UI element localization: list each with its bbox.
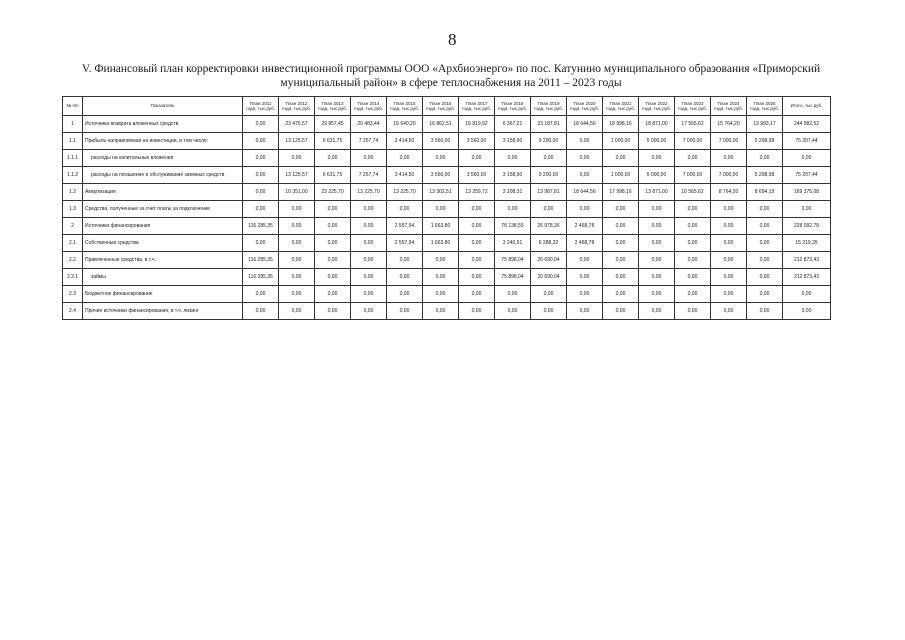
row-code: 1 — [63, 116, 83, 133]
table-cell: 116 285,35 — [243, 218, 279, 235]
table-cell: 0,00 — [315, 201, 351, 218]
table-cell: 0,00 — [639, 201, 675, 218]
table-cell: 1 000,00 — [603, 167, 639, 184]
table-cell: 0,00 — [387, 252, 423, 269]
table-cell: 0,00 — [459, 218, 495, 235]
table-row — [63, 150, 831, 167]
table-cell: 29 857,45 — [315, 116, 351, 133]
table-cell: 0,00 — [315, 150, 351, 167]
table-cell: 0,00 — [747, 252, 783, 269]
table-cell: 0,00 — [423, 286, 459, 303]
table-cell: 0,00 — [783, 150, 831, 167]
table-cell: 0,00 — [711, 286, 747, 303]
row-indicator-name: расходы на капитальные вложения — [83, 150, 243, 167]
table-cell: 6 631,75 — [315, 133, 351, 150]
table-cell: 13 302,51 — [423, 184, 459, 201]
column-header: План 2024 года, тыс.руб. — [711, 97, 747, 116]
table-cell: 0,00 — [639, 150, 675, 167]
title-line-1: V. Финансовый план корректировки инвестиционной программы ООО «Архбиоэнерго» по пос. Катунино муниципального образования «Приморский — [81, 63, 821, 75]
column-header: Итого, тыс.руб. — [783, 97, 831, 116]
table-cell: 0,00 — [711, 201, 747, 218]
table-cell: 7 257,74 — [351, 167, 387, 184]
row-code: 1.1.1 — [63, 150, 83, 167]
table-cell: 0,00 — [567, 303, 603, 320]
table-cell: 0,00 — [351, 235, 387, 252]
table-cell: 0,00 — [639, 286, 675, 303]
table-cell: 0,00 — [747, 286, 783, 303]
table-cell: 0,00 — [459, 269, 495, 286]
table-row — [63, 218, 831, 235]
table-cell: 0,00 — [531, 303, 567, 320]
table-cell: 16 862,51 — [423, 116, 459, 133]
row-code: 1.1 — [63, 133, 83, 150]
table-cell: 10 351,00 — [279, 184, 315, 201]
table-cell: 0,00 — [747, 303, 783, 320]
table-row — [63, 116, 831, 133]
table-cell: 9 200,00 — [531, 133, 567, 150]
table-cell: 0,00 — [279, 286, 315, 303]
table-cell: 0,00 — [675, 201, 711, 218]
table-cell: 0,00 — [351, 218, 387, 235]
row-indicator-name: Привлеченные средства, в т.ч.: — [83, 252, 243, 269]
table-cell: 0,00 — [639, 269, 675, 286]
table-cell: 0,00 — [783, 201, 831, 218]
table-cell: 0,00 — [675, 218, 711, 235]
column-header: План 2016 года, тыс.руб. — [423, 97, 459, 116]
column-header: План 2013 года, тыс.руб. — [315, 97, 351, 116]
column-header: План 2023 года, тыс.руб. — [675, 97, 711, 116]
table-cell: 1 000,00 — [603, 133, 639, 150]
table-cell: 0,00 — [459, 150, 495, 167]
table-cell: 0,00 — [675, 150, 711, 167]
row-code: 2 — [63, 218, 83, 235]
table-cell: 0,00 — [243, 150, 279, 167]
table-cell: 0,00 — [243, 184, 279, 201]
table-cell: 0,00 — [639, 303, 675, 320]
table-cell: 7 257,74 — [351, 133, 387, 150]
table-cell: 0,00 — [243, 286, 279, 303]
column-header: План 2020 года, тыс.руб. — [567, 97, 603, 116]
table-cell: 15 764,20 — [711, 116, 747, 133]
table-row — [63, 269, 831, 286]
table-cell: 0,00 — [387, 201, 423, 218]
column-header: План 2015 года, тыс.руб. — [387, 97, 423, 116]
table-cell: 0,00 — [243, 167, 279, 184]
table-cell: 13 225,70 — [351, 184, 387, 201]
table-row — [63, 201, 831, 218]
table-cell: 0,00 — [423, 201, 459, 218]
row-code: 2.2.1 — [63, 269, 83, 286]
table-row — [63, 303, 831, 320]
table-row — [63, 235, 831, 252]
table-cell: 0,00 — [675, 303, 711, 320]
table-cell: 18 644,56 — [567, 116, 603, 133]
table-cell: 0,00 — [603, 303, 639, 320]
table-cell: 0,00 — [567, 201, 603, 218]
table-cell: 13 125,57 — [279, 167, 315, 184]
row-code: 1.2 — [63, 184, 83, 201]
column-header: План 2011 годя, тыс.руб. — [243, 97, 279, 116]
table-cell: 20 690,04 — [531, 269, 567, 286]
table-row — [63, 167, 831, 184]
table-cell: 13 871,00 — [639, 184, 675, 201]
table-cell: 0,00 — [603, 269, 639, 286]
table-cell: 0,00 — [639, 218, 675, 235]
table-cell: 18 644,56 — [567, 184, 603, 201]
table-cell: 0,00 — [387, 150, 423, 167]
table-cell: 0,00 — [603, 286, 639, 303]
table-cell: 3 560,00 — [423, 133, 459, 150]
table-cell: 0,00 — [495, 201, 531, 218]
table-cell: 3 208,31 — [495, 184, 531, 201]
table-cell: 0,00 — [747, 235, 783, 252]
table-cell: 228 092,78 — [783, 218, 831, 235]
table-cell: 0,00 — [279, 235, 315, 252]
table-row — [63, 252, 831, 269]
table-cell: 5 298,98 — [747, 133, 783, 150]
column-header: Показатель — [83, 97, 243, 116]
table-cell: 0,00 — [459, 235, 495, 252]
table-cell: 0,00 — [783, 286, 831, 303]
table-cell: 0,00 — [567, 252, 603, 269]
row-code: 2.4 — [63, 303, 83, 320]
table-cell: 0,00 — [423, 303, 459, 320]
column-header: План 2012 года, тыс.руб. — [279, 97, 315, 116]
table-cell: 0,00 — [279, 269, 315, 286]
table-cell: 0,00 — [387, 303, 423, 320]
table-cell: 0,00 — [675, 235, 711, 252]
table-cell: 0,00 — [711, 218, 747, 235]
table-cell: 2 557,94 — [387, 235, 423, 252]
row-indicator-name: Собственные средства — [83, 235, 243, 252]
table-cell: 0,00 — [351, 269, 387, 286]
table-cell: 16 640,20 — [387, 116, 423, 133]
table-cell: 8 764,20 — [711, 184, 747, 201]
table-cell: 0,00 — [315, 235, 351, 252]
row-indicator-name: Источники финансирования — [83, 218, 243, 235]
table-cell: 13 987,81 — [531, 184, 567, 201]
table-cell: 17 565,62 — [675, 116, 711, 133]
table-cell: 20 483,44 — [351, 116, 387, 133]
table-cell: 5 298,98 — [747, 167, 783, 184]
table-cell: 2 557,94 — [387, 218, 423, 235]
column-header: План 2021 года, тыс.руб. — [603, 97, 639, 116]
table-cell: 212 873,43 — [783, 252, 831, 269]
table-cell: 1 663,80 — [423, 235, 459, 252]
table-cell: 0,00 — [423, 269, 459, 286]
table-cell: 7 000,00 — [711, 133, 747, 150]
table-cell: 20 690,04 — [531, 252, 567, 269]
table-cell: 0,00 — [603, 150, 639, 167]
column-header: План 2017 года, тыс.руб. — [459, 97, 495, 116]
table-cell: 0,00 — [243, 133, 279, 150]
table-cell: 0,00 — [387, 269, 423, 286]
row-code: 1.3 — [63, 201, 83, 218]
table-cell: 212 873,43 — [783, 269, 831, 286]
table-cell: 0,00 — [495, 150, 531, 167]
table-cell: 6 288,32 — [531, 235, 567, 252]
table-cell: 0,00 — [315, 286, 351, 303]
table-cell: 0,00 — [459, 252, 495, 269]
table-cell: 3 158,90 — [495, 133, 531, 150]
table-cell: 0,00 — [711, 252, 747, 269]
row-code: 1.1.2 — [63, 167, 83, 184]
table-cell: 0,00 — [243, 201, 279, 218]
table-cell: 0,00 — [675, 269, 711, 286]
table-cell: 26 978,36 — [531, 218, 567, 235]
table-cell: 0,00 — [711, 303, 747, 320]
table-cell: 0,00 — [315, 303, 351, 320]
row-indicator-name: расходы на погашение и обслуживание заемных средств — [83, 167, 243, 184]
row-indicator-name: Прибыль направляемая на инвестиции, в том числе: — [83, 133, 243, 150]
table-cell: 13 259,72 — [459, 184, 495, 201]
table-cell: 9 200,00 — [531, 167, 567, 184]
table-cell: 1 663,80 — [423, 218, 459, 235]
table-cell: 0,00 — [603, 252, 639, 269]
table-cell: 3 240,51 — [495, 235, 531, 252]
table-cell: 0,00 — [567, 133, 603, 150]
table-cell: 75 898,04 — [495, 252, 531, 269]
row-indicator-name: Бюджетное финансирование — [83, 286, 243, 303]
table-cell: 0,00 — [351, 286, 387, 303]
table-cell: 23 225,70 — [315, 184, 351, 201]
table-cell: 23 476,57 — [279, 116, 315, 133]
table-row — [63, 286, 831, 303]
table-cell: 0,00 — [279, 252, 315, 269]
table-cell: 0,00 — [423, 252, 459, 269]
table-cell: 3 560,00 — [459, 133, 495, 150]
table-row — [63, 184, 831, 201]
table-cell: 0,00 — [567, 286, 603, 303]
table-cell: 7 000,00 — [675, 133, 711, 150]
table-cell: 3 158,90 — [495, 167, 531, 184]
table-cell: 0,00 — [603, 218, 639, 235]
table-header-row — [63, 97, 831, 116]
table-cell: 0,00 — [747, 218, 783, 235]
table-cell: 18 871,00 — [639, 116, 675, 133]
table-cell: 0,00 — [567, 269, 603, 286]
table-cell: 0,00 — [279, 303, 315, 320]
table-cell: 0,00 — [675, 286, 711, 303]
row-code: 2.1 — [63, 235, 83, 252]
table-cell: 7 000,00 — [675, 167, 711, 184]
table-cell: 0,00 — [315, 269, 351, 286]
row-code: 2.3 — [63, 286, 83, 303]
table-cell: 75 207,44 — [783, 167, 831, 184]
column-header: № п/п — [63, 97, 83, 116]
table-cell: 0,00 — [747, 201, 783, 218]
table-cell: 0,00 — [387, 286, 423, 303]
table-cell: 0,00 — [711, 235, 747, 252]
table-cell: 6 367,21 — [495, 116, 531, 133]
table-cell: 0,00 — [747, 150, 783, 167]
table-cell: 5 000,00 — [639, 133, 675, 150]
table-cell: 16 819,92 — [459, 116, 495, 133]
table-cell: 0,00 — [711, 150, 747, 167]
row-indicator-name: Амортизация — [83, 184, 243, 201]
row-indicator-name: займы — [83, 269, 243, 286]
table-row — [63, 133, 831, 150]
table-cell: 116 285,35 — [243, 269, 279, 286]
table-cell: 10 565,62 — [675, 184, 711, 201]
table-cell: 3 560,00 — [423, 167, 459, 184]
table-cell: 7 000,00 — [711, 167, 747, 184]
table-cell: 18 998,16 — [603, 116, 639, 133]
table-cell: 0,00 — [459, 286, 495, 303]
table-cell: 0,00 — [531, 286, 567, 303]
table-cell: 2 468,78 — [567, 218, 603, 235]
table-cell: 13 125,57 — [279, 133, 315, 150]
table-cell: 0,00 — [747, 269, 783, 286]
table-cell: 0,00 — [459, 201, 495, 218]
table-cell: 13 993,17 — [747, 116, 783, 133]
table-cell: 8 694,19 — [747, 184, 783, 201]
table-cell: 0,00 — [567, 150, 603, 167]
table-cell: 0,00 — [639, 235, 675, 252]
table-cell: 23 187,81 — [531, 116, 567, 133]
table-cell: 0,00 — [783, 303, 831, 320]
table-cell: 0,00 — [315, 252, 351, 269]
table-cell: 6 631,75 — [315, 167, 351, 184]
table-cell: 0,00 — [243, 303, 279, 320]
column-header: План 2014 года, тыс.руб. — [351, 97, 387, 116]
table-cell: 0,00 — [711, 269, 747, 286]
column-header: План 2018 года, тыс.руб. — [495, 97, 531, 116]
table-cell: 169 375,08 — [783, 184, 831, 201]
table-cell: 0,00 — [351, 201, 387, 218]
table-cell: 13 225,70 — [387, 184, 423, 201]
table-cell: 244 582,52 — [783, 116, 831, 133]
table-cell: 75 898,04 — [495, 269, 531, 286]
table-cell: 0,00 — [279, 218, 315, 235]
table-cell: 0,00 — [675, 252, 711, 269]
table-cell: 0,00 — [351, 252, 387, 269]
table-cell: 3 414,50 — [387, 167, 423, 184]
table-cell: 15 219,35 — [783, 235, 831, 252]
table-cell: 0,00 — [639, 252, 675, 269]
table-cell: 2 468,78 — [567, 235, 603, 252]
page-number: 8 — [448, 30, 457, 49]
table-cell: 78 138,55 — [495, 218, 531, 235]
table-cell: 0,00 — [531, 201, 567, 218]
row-code: 2.2 — [63, 252, 83, 269]
table-cell: 0,00 — [351, 303, 387, 320]
table-cell: 75 207,44 — [783, 133, 831, 150]
table-cell: 0,00 — [603, 201, 639, 218]
row-indicator-name: Прочие источники финансирования, в т.ч. лизинг — [83, 303, 243, 320]
table-cell: 0,00 — [279, 150, 315, 167]
table-cell: 0,00 — [351, 150, 387, 167]
title-line-2: муниципальный район» в сфере теплоснабжения на 2011 – 2023 годы — [280, 77, 622, 89]
table-cell: 0,00 — [423, 150, 459, 167]
row-indicator-name: Источники возврата вложенных средств — [83, 116, 243, 133]
table-cell: 0,00 — [495, 303, 531, 320]
table-cell: 0,00 — [315, 218, 351, 235]
table-cell: 0,00 — [279, 201, 315, 218]
table-cell: 0,00 — [495, 286, 531, 303]
column-header: План 2022 года, тыс.руб. — [639, 97, 675, 116]
financial-plan-table — [62, 96, 831, 320]
table-cell: 3 560,00 — [459, 167, 495, 184]
table-cell: 0,00 — [531, 150, 567, 167]
column-header: План 2025 года, тыс.руб. — [747, 97, 783, 116]
table-cell: 0,00 — [603, 235, 639, 252]
row-indicator-name: Средства, полученные за счет платы за подключение — [83, 201, 243, 218]
table-cell: 0,00 — [243, 235, 279, 252]
table-cell: 17 998,16 — [603, 184, 639, 201]
table-cell: 5 000,00 — [639, 167, 675, 184]
column-header: План 2019 года, тыс.руб. — [531, 97, 567, 116]
document-title — [56, 62, 846, 90]
table-cell: 0,00 — [567, 167, 603, 184]
table-cell: 0,00 — [459, 303, 495, 320]
table-cell: 0,00 — [243, 116, 279, 133]
table-cell: 116 285,35 — [243, 252, 279, 269]
table-cell: 3 414,50 — [387, 133, 423, 150]
